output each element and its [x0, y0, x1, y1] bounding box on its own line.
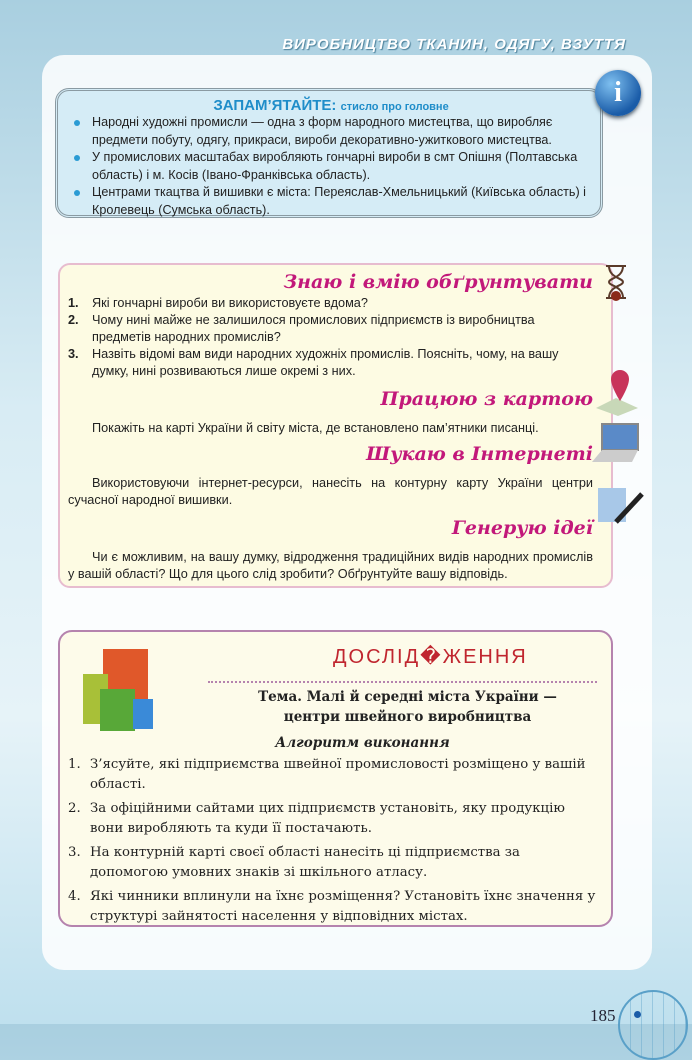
dotted-divider: [208, 681, 597, 683]
question: 1. Які гончарні вироби ви використовуєте вдома?: [68, 296, 368, 310]
remember-item: Центрами ткацтва й вишивки є міста: Переяслав-Хмельницький (Київська область) і Кролевець (Сумська область).: [74, 184, 588, 219]
map-task: Покажіть на карті України й світу міста, де встановлено пам’ятники писанці.: [92, 421, 539, 435]
info-icon: i: [595, 70, 641, 116]
internet-heading: Шукаю в Інтернеті: [366, 443, 593, 465]
research-step: 2. За офіційними сайтами цих підприємств установіть, яку продукцію вони виробляють та куди її постачають.: [68, 801, 565, 836]
page-number: 185: [590, 1006, 616, 1025]
research-topic: Тема. Малі й середні міста України — центри швейного виробництва: [258, 689, 557, 725]
algorithm-heading: Алгоритм виконання: [275, 735, 450, 751]
remember-title: ЗАПАМ’ЯТАЙТЕ: стисло про головне: [213, 97, 449, 114]
page-dot: [634, 1011, 641, 1018]
hourglass-icon: [596, 262, 636, 302]
remember-item: Народні художні промисли — одна з форм народного мистецтва, що виробляє предмети побуту, одягу, прикраси, вироби декоративно-ужиткового мистецтва.: [74, 114, 588, 149]
research-step: 3. На контурній карті своєї області нанесіть ці підприємства за допомогою умовних знаків зі шкільного атласу.: [68, 845, 520, 880]
question: 2. Чому нині майже не залишилося промислових підприємств із виробництва предметів народних промислів?: [68, 313, 535, 344]
research-title: ДОСЛІД�ЖЕННЯ: [333, 646, 528, 668]
laptop-icon: [588, 420, 644, 466]
globe-icon: [618, 990, 688, 1060]
chapter-header: ВИРОБНИЦТВО ТКАНИН, ОДЯГУ, ВЗУТТЯ: [282, 36, 626, 53]
ideas-task: Чи є можливим, на вашу думку, відродження традиційних видів народних промислів у вашій області? Що для цього слід зробити? Обґрунтуйте вашу відповідь.: [68, 550, 593, 581]
research-step: 4. Які чинники вплинули на їхнє розміщення? Установіть їхнє значення у структурі зайнятості населення у відповідних містах.: [68, 889, 596, 924]
tasks-box: [58, 263, 613, 588]
chart-illustration-icon: [78, 644, 163, 734]
map-pin-icon: [592, 368, 642, 418]
ideas-heading: Генерую ідеї: [451, 517, 593, 539]
document-pen-icon: [596, 486, 646, 528]
question: 3. Назвіть відомі вам види народних художніх промислів. Поясніть, чому, на вашу думку, нині розвиваються лише окремі з них.: [68, 347, 559, 378]
internet-task: Використовуючи інтернет-ресурси, нанесіть на контурну карту України центри сучасної народної вишивки.: [68, 476, 593, 507]
remember-item: У промислових масштабах виробляють гончарні вироби в смт Опішня (Полтавська область) і м. Косів (Івано-Франківська область).: [74, 149, 588, 184]
research-step: 1. З’ясуйте, які підприємства швейної промисловості розміщено у вашій області.: [68, 757, 586, 792]
map-heading: Працюю з картою: [380, 388, 593, 410]
research-box: [58, 630, 613, 927]
remember-box: [55, 88, 603, 218]
know-heading: Знаю і вмію обґрунтувати: [283, 271, 593, 293]
